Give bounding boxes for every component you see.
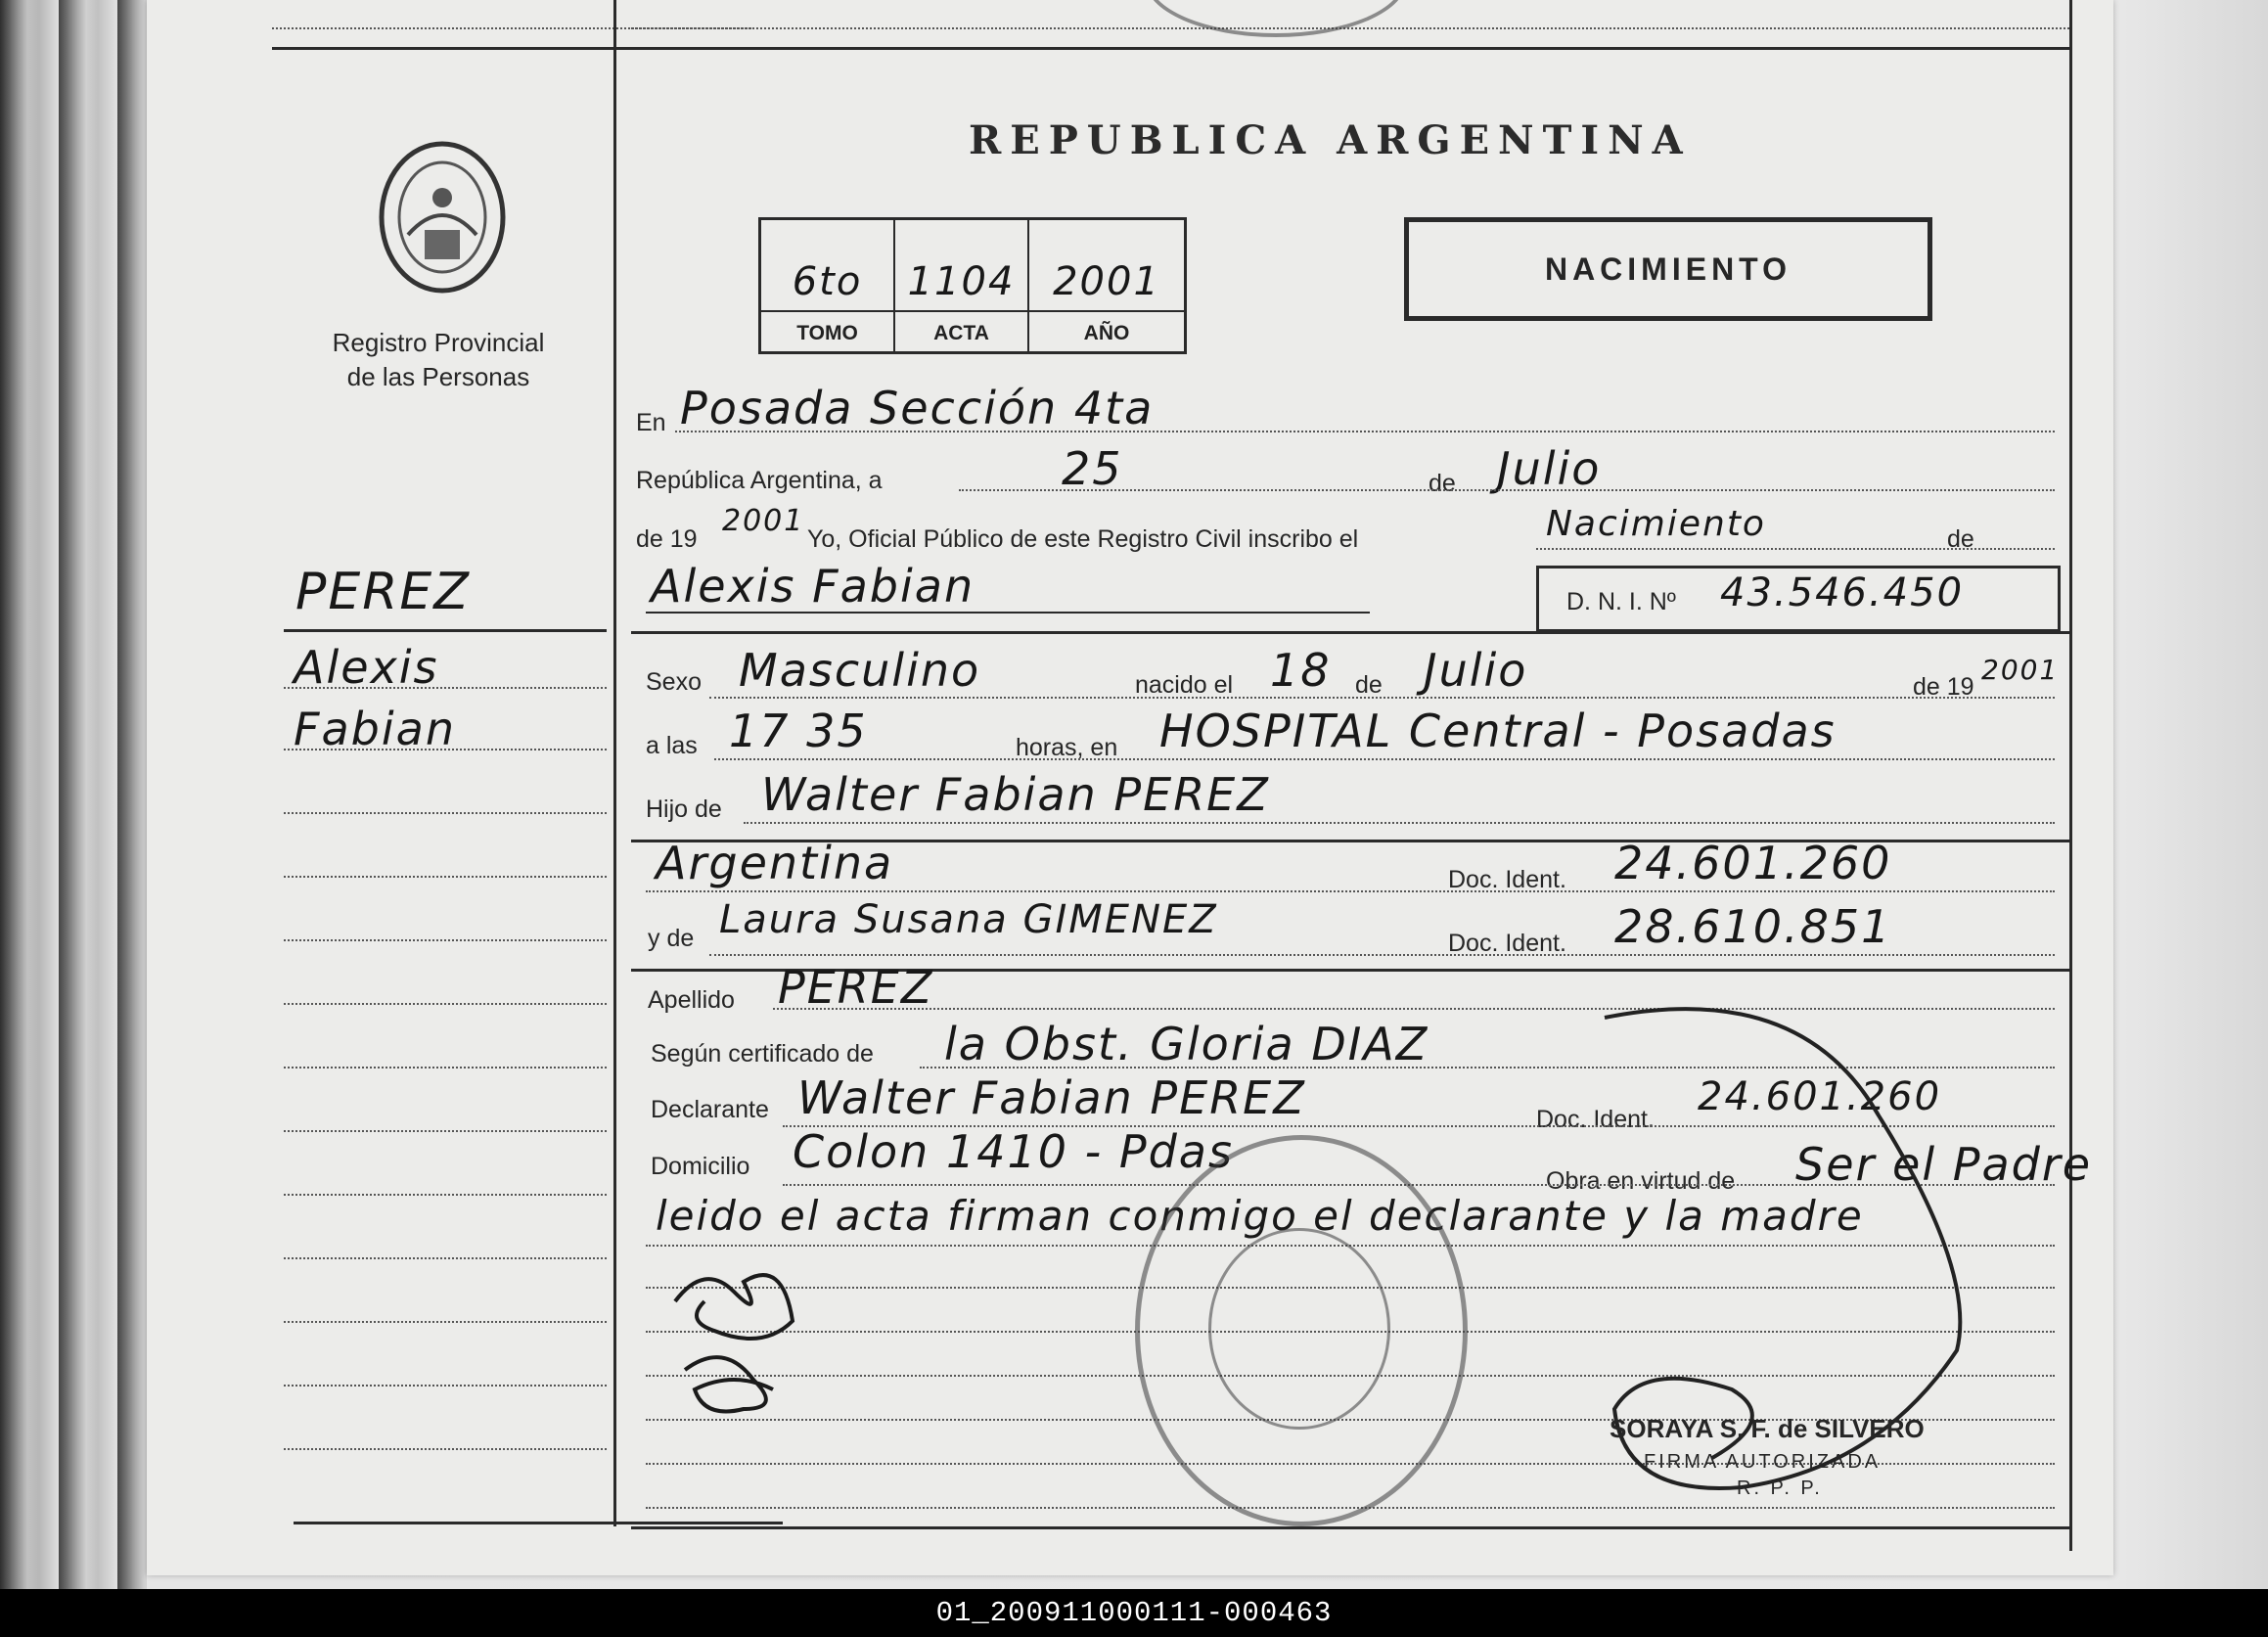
- birth-year: 2001: [1981, 654, 2060, 686]
- place-line: [714, 758, 2055, 760]
- place-value: HOSPITAL Central - Posadas: [1159, 705, 1837, 757]
- margin-line: [284, 1321, 607, 1323]
- dni-label: D. N. I. Nº: [1566, 588, 1676, 615]
- doc-ident-label-3: Doc. Ident.: [1536, 1106, 1655, 1133]
- margin-surname-rule: [284, 629, 607, 632]
- margin-line: [284, 939, 607, 941]
- day-value: 25: [1062, 442, 1123, 495]
- mother-name: Laura Susana GIMENEZ: [719, 897, 1218, 942]
- margin-line: [284, 1130, 607, 1132]
- event-line: [1536, 548, 2055, 550]
- margin-line: [284, 1003, 607, 1005]
- nacido-label: nacido el: [1135, 671, 1234, 699]
- sexo-label: Sexo: [646, 668, 702, 696]
- republica-label: República Argentina, a: [636, 467, 883, 494]
- margin-line: [284, 749, 607, 750]
- certificate-page: [147, 0, 2113, 1575]
- acta-label: ACTA: [933, 322, 989, 344]
- ano-cell: [1029, 220, 1184, 351]
- acta-value: 1104: [907, 259, 1016, 304]
- obra-value: Ser el Padre: [1795, 1138, 2093, 1191]
- declarante-label: Declarante: [651, 1096, 769, 1123]
- official-name: SORAYA S. F. de SILVERO: [1610, 1414, 1925, 1443]
- domicilio-value: Colon 1410 - Pdas: [793, 1125, 1234, 1178]
- bottom-rule-left: [294, 1522, 783, 1524]
- section-rule: [631, 631, 2069, 634]
- stamp-inner-ring: [1208, 1228, 1390, 1430]
- time-value: 17 35: [729, 705, 868, 757]
- dni-value: 43.546.450: [1720, 570, 1965, 615]
- top-stamp-fragment: [1145, 0, 1407, 37]
- de-label-2: de: [1947, 525, 1974, 553]
- en-label: En: [636, 409, 666, 436]
- margin-given-name-1: Alexis: [294, 641, 439, 694]
- a-las-label: a las: [646, 732, 698, 759]
- bottom-rule-right: [631, 1526, 2069, 1529]
- margin-line: [284, 1194, 607, 1196]
- official-signature-scribble: [1585, 998, 2045, 1526]
- registry-stamp: [1135, 1135, 1468, 1526]
- y-de-label: y de: [648, 925, 695, 952]
- column-divider: [613, 0, 616, 1526]
- father-name: Walter Fabian PEREZ: [761, 768, 1270, 821]
- domicilio-label: Domicilio: [651, 1153, 750, 1180]
- acta-cell: [895, 220, 1029, 351]
- registry-name-line2: de las Personas: [346, 362, 530, 391]
- tomo-cell: [761, 220, 895, 351]
- declarante-value: Walter Fabian PEREZ: [797, 1071, 1306, 1124]
- top-dots-right: [631, 27, 2069, 29]
- margin-line: [284, 1257, 607, 1259]
- en-line: [675, 431, 2055, 432]
- de-label: de: [1429, 470, 1456, 497]
- top-rule-right: [631, 47, 2069, 50]
- margin-given-name-2: Fabian: [294, 703, 456, 755]
- en-value: Posada Sección 4ta: [680, 382, 1155, 434]
- de19-label: de 19: [636, 525, 698, 553]
- record-box-divider: [761, 310, 1184, 312]
- declarante-doc: 24.601.260: [1698, 1074, 1942, 1119]
- horas-label: horas, en: [1016, 734, 1118, 761]
- document-title: REPUBLICA ARGENTINA: [969, 117, 1692, 163]
- obra-label: Obra en virtud de: [1546, 1167, 1736, 1195]
- record-number-box: [758, 217, 1187, 354]
- closing-statement: leido el acta firman conmigo el declarante y la madre: [656, 1192, 1864, 1240]
- province-seal-icon: [374, 137, 511, 298]
- margin-line: [284, 687, 607, 689]
- official-org: R. P. P.: [1737, 1478, 1823, 1499]
- child-name-line: [646, 612, 1370, 614]
- apellido-label: Apellido: [648, 986, 735, 1014]
- doc-ident-label-1: Doc. Ident.: [1448, 866, 1566, 893]
- tomo-label: TOMO: [796, 322, 858, 344]
- document-type: NACIMIENTO: [1544, 251, 1792, 287]
- document-type-box: [1404, 217, 1932, 321]
- dni-box: [1536, 566, 2061, 632]
- official-role: FIRMA AUTORIZADA: [1644, 1451, 1882, 1473]
- date-line: [959, 489, 2055, 491]
- ano-label: AÑO: [1083, 322, 1130, 344]
- margin-surname: PEREZ: [295, 563, 471, 621]
- child-name: Alexis Fabian: [651, 560, 975, 613]
- margin-line: [284, 1385, 607, 1387]
- birth-month: Julio: [1424, 644, 1528, 697]
- margin-line: [284, 876, 607, 878]
- right-border: [2069, 0, 2072, 1551]
- mother-line: [709, 954, 2055, 956]
- mother-doc: 28.610.851: [1614, 900, 1892, 953]
- book-binding: [0, 0, 147, 1589]
- registry-name-line1: Registro Provincial: [332, 328, 545, 357]
- father-doc-line: [646, 890, 2055, 892]
- sexo-value: Masculino: [739, 644, 981, 697]
- apellido-value: PEREZ: [778, 961, 934, 1014]
- margin-line: [284, 1448, 607, 1450]
- statement-text: Yo, Oficial Público de este Registro Civil inscribo el: [807, 525, 1359, 553]
- father-doc: 24.601.260: [1614, 837, 1892, 889]
- margin-line: [284, 1067, 607, 1069]
- segun-value: la Obst. Gloria DIAZ: [944, 1018, 1429, 1070]
- birth-day: 18: [1270, 644, 1332, 697]
- margin-line: [284, 812, 607, 814]
- de-label-3: de: [1355, 671, 1383, 699]
- hijo-label: Hijo de: [646, 796, 722, 823]
- de19-label-2: de 19: [1913, 673, 1974, 701]
- signatures-scribble: [646, 1262, 822, 1429]
- month-value: Julio: [1497, 442, 1602, 495]
- event-value: Nacimiento: [1546, 504, 1766, 544]
- segun-label: Según certificado de: [651, 1040, 874, 1068]
- sexo-line: [709, 697, 2055, 699]
- father-line: [744, 822, 2055, 824]
- father-nationality: Argentina: [656, 837, 894, 889]
- image-id-footer: 01_200911000111-000463: [0, 1589, 2268, 1637]
- ano-value: 2001: [1053, 259, 1160, 304]
- year-value: 2001: [722, 504, 805, 538]
- tomo-value: 6to: [792, 259, 863, 304]
- doc-ident-label-2: Doc. Ident.: [1448, 930, 1566, 957]
